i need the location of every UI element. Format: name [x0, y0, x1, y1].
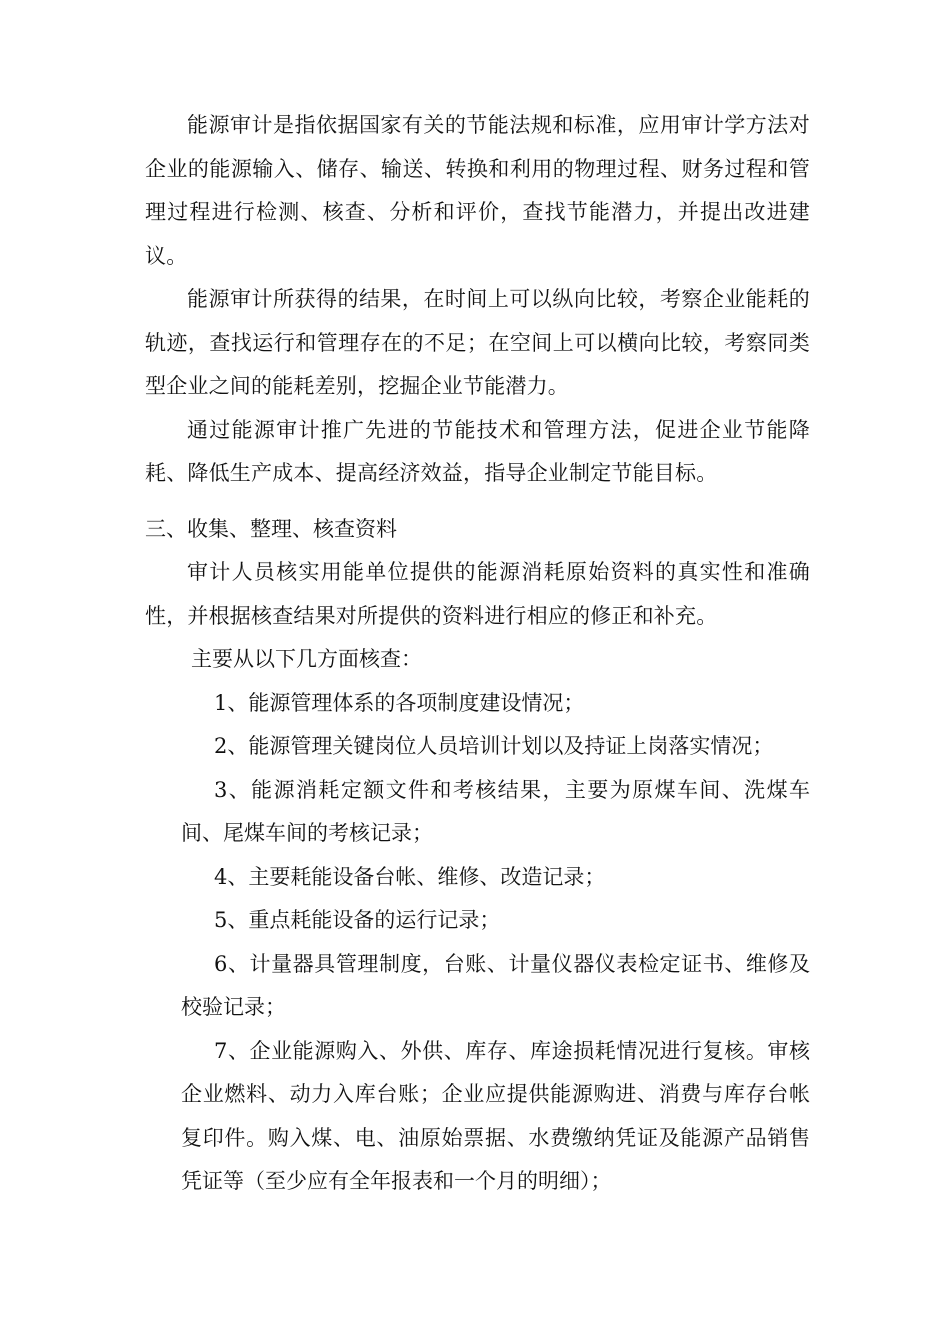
list-item: 1、能源管理体系的各项制度建设情况；	[214, 690, 585, 715]
list-item: 5、重点耗能设备的运行记录；	[214, 908, 501, 932]
section-intro: 主要从以下几方面核查：	[191, 647, 422, 671]
document-page	[145, 104, 810, 1204]
list-item: 4、主要耗能设备台帐、维修、改造记录；	[214, 864, 606, 889]
paragraph-results: 能源审计所获得的结果，在时间上可以纵向比较，考察企业能耗的轨迹，查找运行和管理存在的不足；在空间上可以横向比较，考察同类型企业之间的能耗差别，挖掘企业节能潜力。	[145, 287, 810, 398]
list-item: 6、计量器具管理制度，台账、计量仪器仪表检定证书、维修及校验记录；	[181, 951, 810, 1019]
list-item: 7、企业能源购入、外供、库存、库途损耗情况进行复核。审核企业燃料、动力入库台账；企业应提供能源购进、消费与库存台帐复印件。购入煤、电、油原始票据、水费缴纳凭证及能源产品销售凭证等（至少应有全年报表和一个月的明细）；	[181, 1038, 810, 1193]
list-item: 2、能源管理关键岗位人员培训计划以及持证上岗落实情况；	[214, 734, 774, 758]
list-item: 3、能源消耗定额文件和考核结果，主要为原煤车间、洗煤车间、尾煤车间的考核记录；	[181, 777, 810, 845]
paragraph-promotion: 通过能源审计推广先进的节能技术和管理方法，促进企业节能降耗、降低生产成本、提高经济效益，指导企业制定节能目标。	[145, 417, 810, 485]
paragraph-definition: 能源审计是指依据国家有关的节能法规和标准，应用审计学方法对企业的能源输入、储存、输送、转换和利用的物理过程、财务过程和管理过程进行检测、核查、分析和评价，查找节能潜力，并提出改进建议。	[145, 113, 810, 268]
section-paragraph: 审计人员核实用能单位提供的能源消耗原始资料的真实性和准确性，并根据核查结果对所提供的资料进行相应的修正和补充。	[145, 560, 810, 628]
check-list	[145, 682, 810, 1204]
section-heading: 三、收集、整理、核查资料	[145, 516, 397, 541]
